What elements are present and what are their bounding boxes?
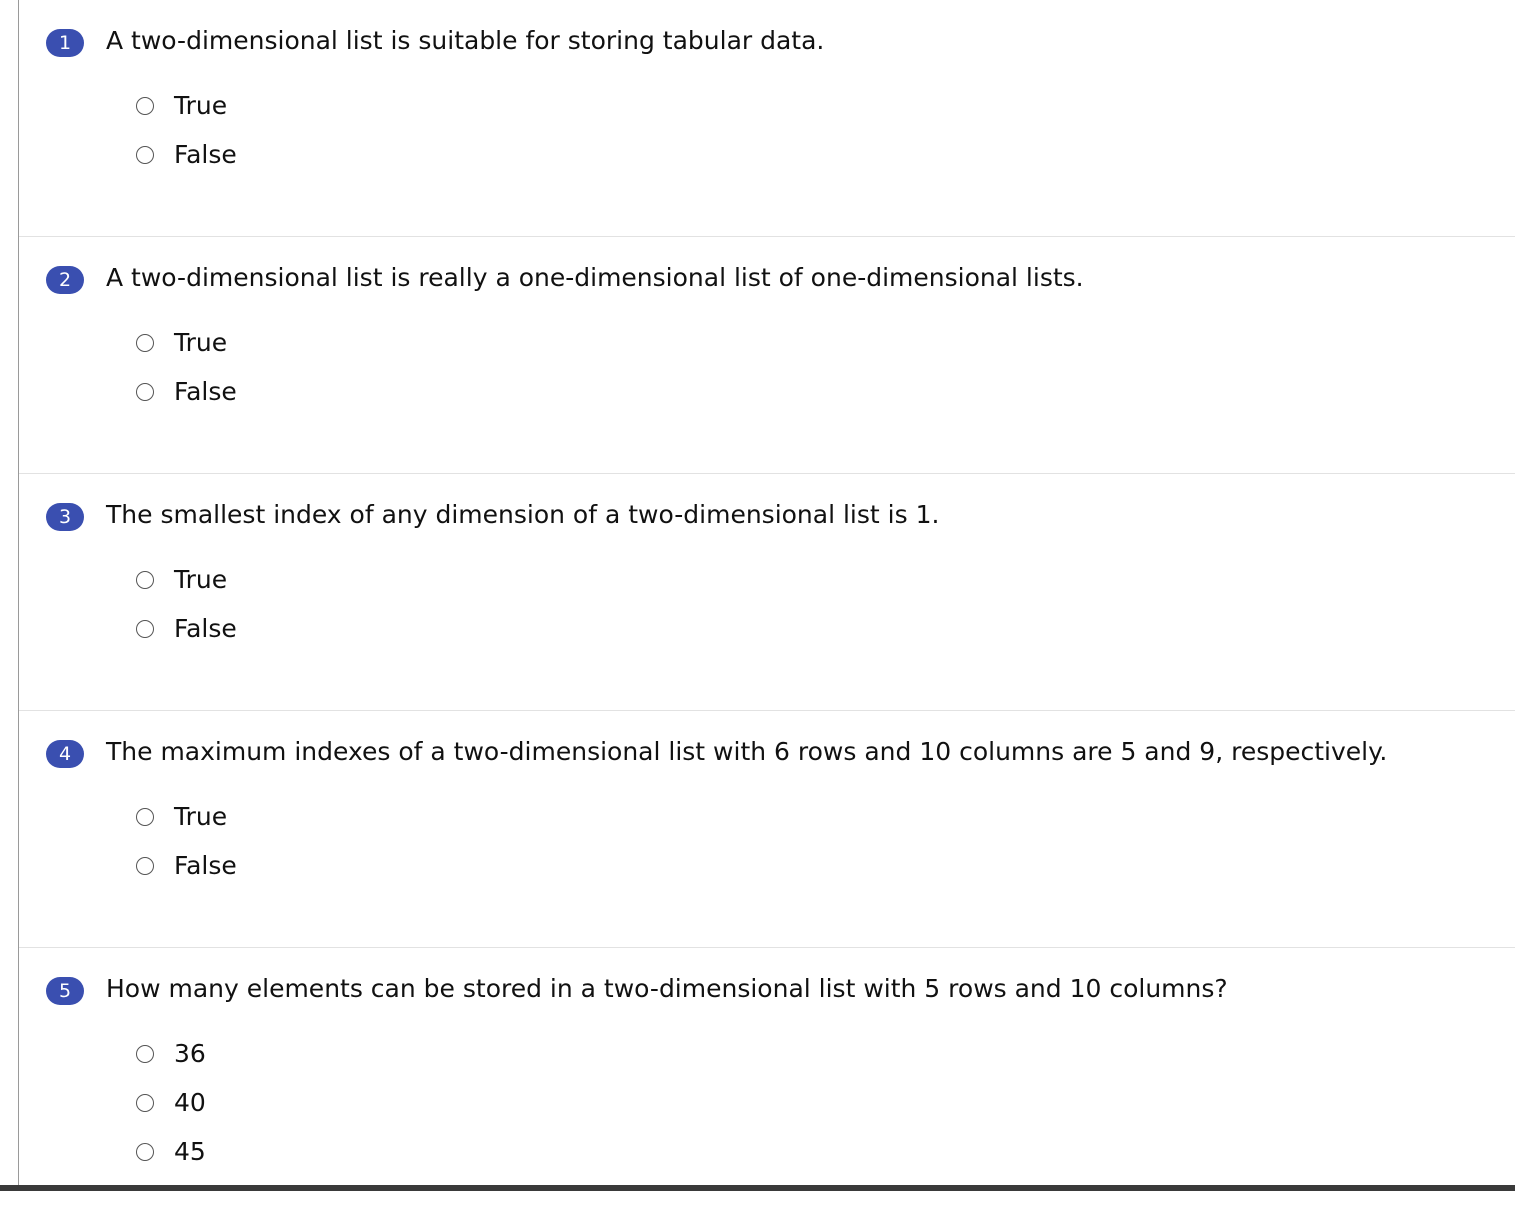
option-label: False	[174, 377, 237, 406]
option-label: True	[174, 91, 228, 120]
answer-options	[136, 321, 237, 419]
option-true[interactable]	[136, 316, 237, 370]
option-true[interactable]	[136, 553, 237, 607]
option-45[interactable]	[136, 1125, 206, 1179]
question-4	[19, 711, 1515, 948]
question-number-badge: 3	[46, 503, 84, 531]
radio-button[interactable]	[136, 383, 154, 401]
radio-button[interactable]	[136, 1143, 154, 1161]
radio-button[interactable]	[136, 334, 154, 352]
question-text: How many elements can be stored in a two-dimensional list with 5 rows and 10 columns?	[106, 974, 1228, 1003]
option-40[interactable]	[136, 1076, 206, 1130]
option-label: 45	[174, 1137, 206, 1166]
option-label: True	[174, 802, 228, 831]
question-number-badge: 1	[46, 29, 84, 57]
option-true[interactable]	[136, 790, 237, 844]
radio-button[interactable]	[136, 146, 154, 164]
question-number-badge: 2	[46, 266, 84, 294]
question-number-badge: 5	[46, 977, 84, 1005]
answer-options	[136, 1032, 206, 1179]
bottom-bar	[0, 1185, 1515, 1191]
option-false[interactable]	[136, 839, 237, 893]
radio-button[interactable]	[136, 1094, 154, 1112]
question-3	[19, 474, 1515, 711]
question-number-badge: 4	[46, 740, 84, 768]
option-true[interactable]	[136, 79, 237, 133]
radio-button[interactable]	[136, 571, 154, 589]
question-5	[19, 948, 1515, 1208]
question-text: A two-dimensional list is suitable for storing tabular data.	[106, 26, 825, 55]
option-label: False	[174, 851, 237, 880]
radio-button[interactable]	[136, 857, 154, 875]
quiz-container	[19, 0, 1515, 1208]
question-text: The smallest index of any dimension of a two-dimensional list is 1.	[106, 500, 940, 529]
radio-button[interactable]	[136, 1045, 154, 1063]
answer-options	[136, 795, 237, 893]
option-false[interactable]	[136, 365, 237, 419]
option-false[interactable]	[136, 602, 237, 656]
question-1	[19, 0, 1515, 237]
question-text: A two-dimensional list is really a one-dimensional list of one-dimensional lists.	[106, 263, 1084, 292]
radio-button[interactable]	[136, 808, 154, 826]
answer-options	[136, 558, 237, 656]
radio-button[interactable]	[136, 620, 154, 638]
question-2	[19, 237, 1515, 474]
option-label: True	[174, 565, 228, 594]
radio-button[interactable]	[136, 97, 154, 115]
option-label: True	[174, 328, 228, 357]
option-label: 36	[174, 1039, 206, 1068]
answer-options	[136, 84, 237, 182]
option-36[interactable]	[136, 1027, 206, 1081]
option-label: 40	[174, 1088, 206, 1117]
option-label: False	[174, 614, 237, 643]
option-false[interactable]	[136, 128, 237, 182]
question-text: The maximum indexes of a two-dimensional list with 6 rows and 10 columns are 5 and 9, respectively.	[106, 737, 1388, 766]
option-label: False	[174, 140, 237, 169]
